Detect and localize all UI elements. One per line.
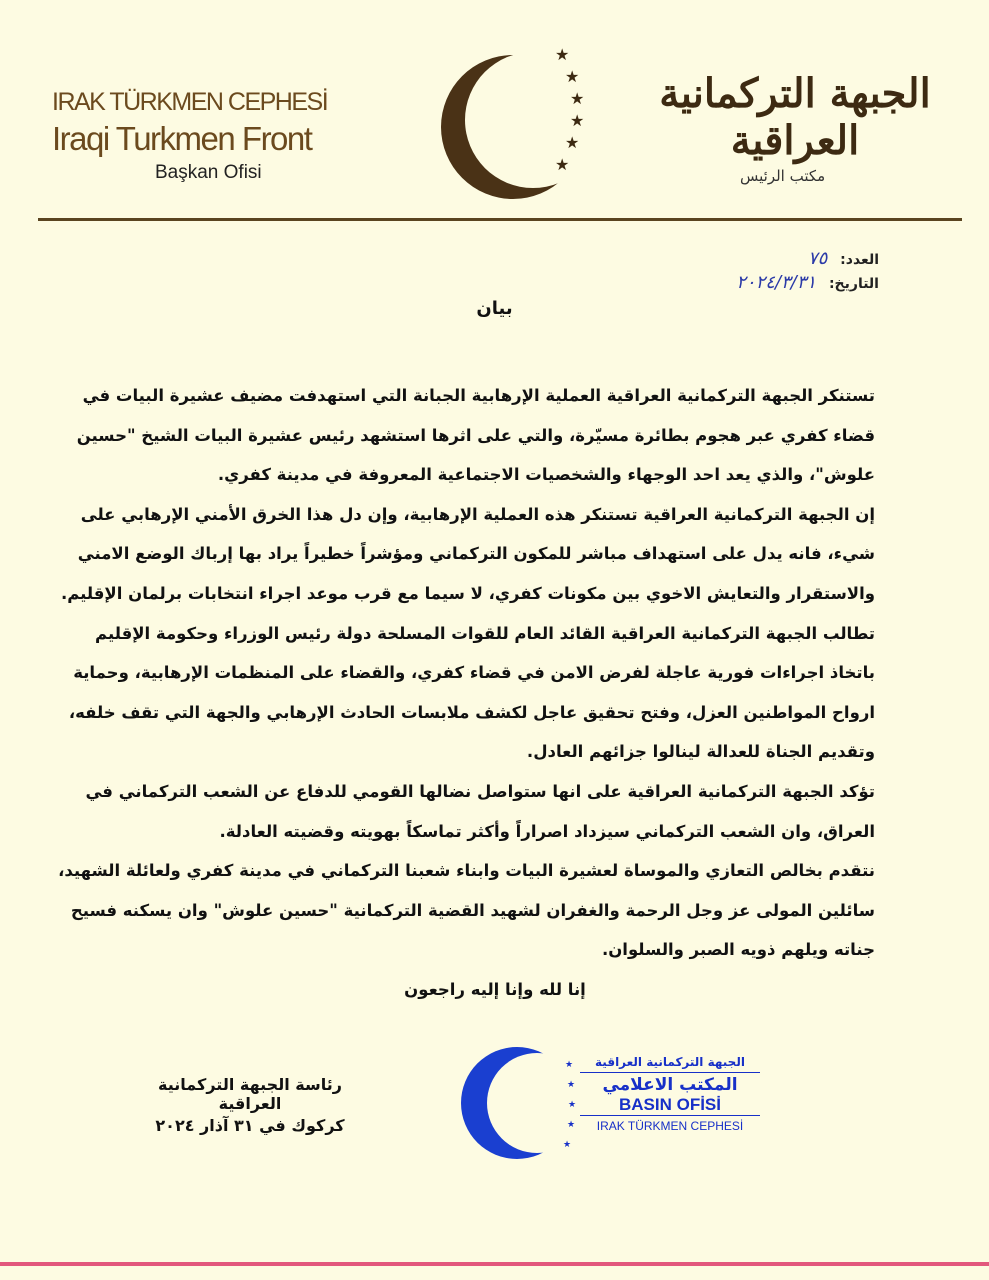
svg-text:★: ★ bbox=[563, 1140, 572, 1150]
body-line: تؤكد الجبهة التركمانية العراقية على انها ستواصل نضالها القومي للدفاع عن الشعب التركماني في bbox=[85, 781, 875, 801]
body-line: تطالب الجبهة التركمانية العراقية القائد العام للقوات المسلحة دولة رئيس الوزراء وحكومة الإقليم bbox=[95, 623, 875, 643]
number-value: ٧٥ bbox=[807, 248, 828, 269]
document-title: بيان bbox=[476, 298, 513, 319]
svg-text:★: ★ bbox=[555, 45, 570, 64]
svg-text:★: ★ bbox=[567, 1080, 576, 1090]
stamp-arabic-name: الجبهة التركمانية العراقية bbox=[580, 1055, 760, 1073]
svg-text:★: ★ bbox=[555, 155, 570, 174]
stamp-crescent-icon bbox=[455, 1045, 575, 1160]
body-line: إن الجبهة التركمانية العراقية تستنكر هذه العملية الإرهابية، وإن دل هذا الخرق الأمني الإرهابي على bbox=[80, 504, 875, 524]
body-line: تستنكر الجبهة التركمانية العراقية العملية الإرهابية الجبانة التي استهدفت مضيف عشيرة البيات في bbox=[82, 386, 875, 405]
stamp-turkish-name: IRAK TÜRKMEN CEPHESİ bbox=[596, 1119, 744, 1133]
svg-text:★: ★ bbox=[565, 1060, 574, 1070]
svg-text:★: ★ bbox=[567, 1120, 576, 1130]
body-line: نتقدم بخالص التعازي والموساة لعشيرة البيات وابناء شعبنا التركماني في مدينة كفري ولعائلة الشهيد، bbox=[58, 861, 875, 881]
body-line: وتقديم الجناة للعدالة لينالوا جزائهم العادل. bbox=[526, 742, 875, 762]
letterhead-turkish-name: IRAK TÜRKMEN CEPHESİ bbox=[52, 88, 328, 116]
date-label: التاريخ: bbox=[828, 276, 879, 292]
footer-stripe bbox=[0, 1262, 989, 1266]
stamp-arabic-office: المكتب الاعلامي bbox=[602, 1075, 738, 1095]
letterhead-arabic-name: الجبهة التركمانية العراقية bbox=[659, 70, 931, 164]
body-line: جناته ويلهم ذويه الصبر والسلوان. bbox=[601, 940, 875, 960]
media-office-stamp bbox=[580, 1055, 760, 1133]
crescent-stars-logo bbox=[425, 40, 605, 200]
body-line: ارواح المواطنين العزل، وفتح تحقيق عاجل لكشف ملابسات الحادث الإرهابي والجهة التي تقف خلفه، bbox=[68, 702, 875, 722]
letterhead-english-name: Iraqi Turkmen Front bbox=[52, 120, 312, 157]
signature-line-2: كركوك في ٣١ آذار ٢٠٢٤ bbox=[155, 1116, 345, 1135]
letterhead-arabic-office: مكتب الرئيس bbox=[740, 167, 826, 185]
header-divider bbox=[38, 218, 962, 221]
signature-line-1: رئاسة الجبهة التركمانية العراقية bbox=[158, 1075, 342, 1113]
body-line: قضاء كفري عبر هجوم بطائرة مسيّرة، والتي على اثرها استشهد رئيس عشيرة البيات الشيخ "حسين bbox=[76, 425, 875, 445]
document-date bbox=[736, 272, 879, 293]
svg-text:★: ★ bbox=[565, 67, 580, 86]
body-line: العراق، وان الشعب التركماني سيزداد اصراراً وأكثر تماسكاً بهويته وقضيته العادلة. bbox=[219, 821, 875, 841]
date-value: ٢٠٢٤/٣/٣١ bbox=[736, 272, 817, 293]
body-line: علوش"، والذي يعد احد الوجهاء والشخصيات الاجتماعية المعروفة في مدينة كفري. bbox=[217, 465, 875, 485]
stamp-turkish-office: BASIN OFİSİ bbox=[580, 1095, 760, 1116]
document-number bbox=[808, 248, 879, 269]
svg-text:★: ★ bbox=[565, 133, 580, 152]
document-body bbox=[58, 376, 875, 1010]
letterhead-turkish-office: Başkan Ofisi bbox=[155, 162, 262, 183]
body-line: باتخاذ اجراءات فورية عاجلة لفرض الامن في قضاء كفري، والقضاء على المنظمات الإرهابية، وحماية bbox=[73, 663, 875, 683]
number-label: العدد: bbox=[840, 252, 879, 268]
closing-phrase: إنا لله وإنا إليه راجعون bbox=[404, 979, 586, 999]
svg-text:★: ★ bbox=[570, 89, 585, 108]
svg-text:★: ★ bbox=[568, 1100, 577, 1110]
svg-text:★: ★ bbox=[570, 111, 585, 130]
body-line: سائلين المولى عز وجل الرحمة والغفران لشهيد القضية التركمانية "حسين علوش" وان يسكنه فسيح bbox=[70, 900, 875, 920]
crescent-icon bbox=[441, 55, 585, 199]
body-line: شيء، فانه يدل على استهداف مباشر للمكون التركماني ومؤشراً خطيراً يراد بها إرباك الوضع الامني bbox=[77, 544, 875, 564]
body-line: والاستقرار والتعايش الاخوي بين مكونات كفري، لا سيما مع قرب موعد اجراء انتخابات برلمان الإقليم. bbox=[60, 583, 875, 603]
